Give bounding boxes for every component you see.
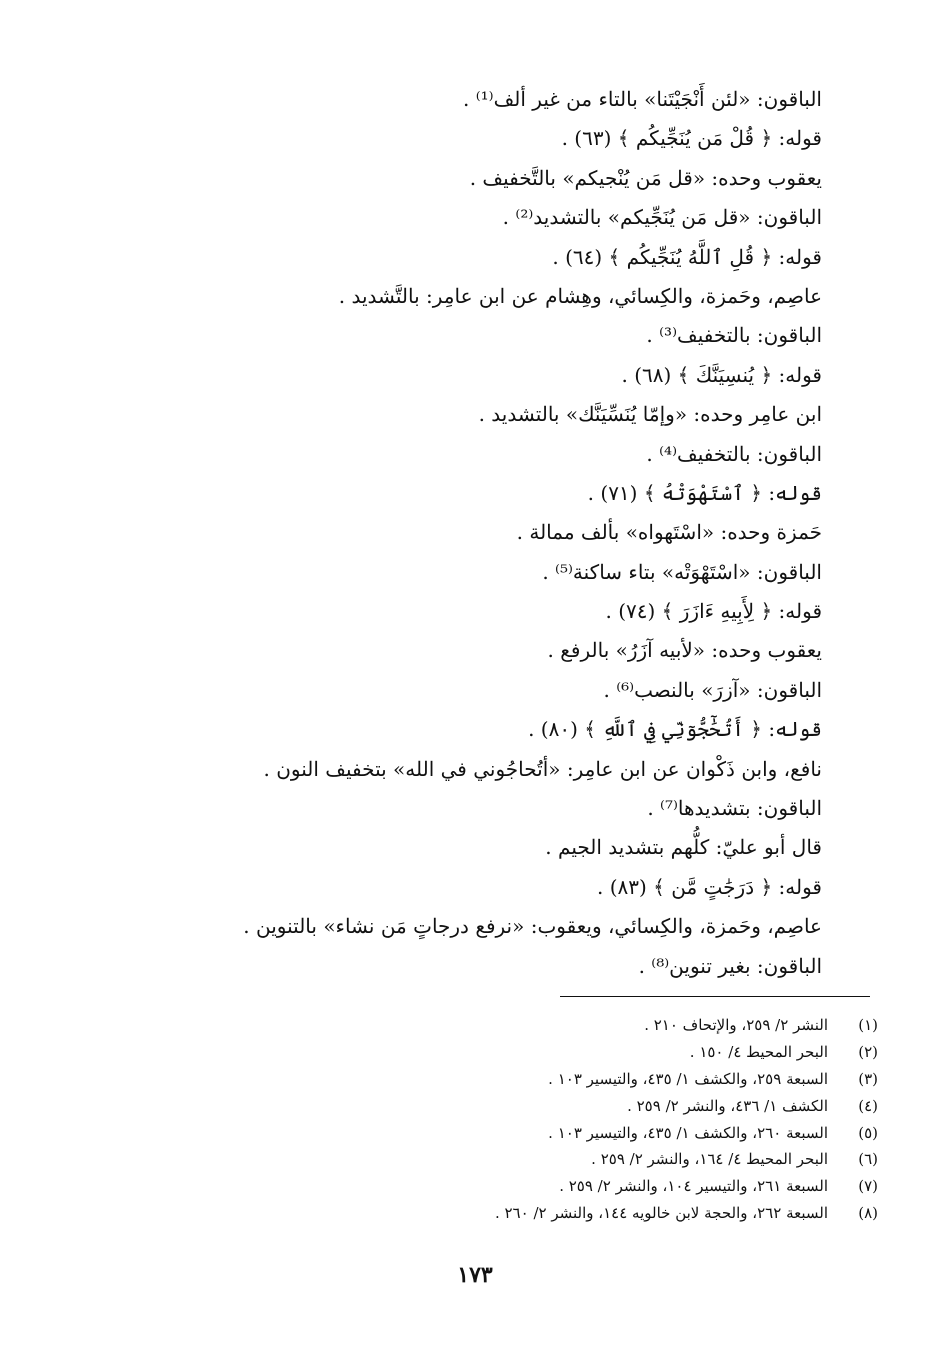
main-text (122, 80, 822, 986)
footnote-text: الكشف ١/ ٤٣٦، والنشر ٢/ ٢٥٩ . (627, 1096, 828, 1115)
footnote-number: (٣) (858, 1069, 878, 1088)
text-line: يعقوب وحده: «قل مَن يُنْجيكم» بالتَّخفيف . (469, 165, 822, 190)
footnote (78, 1066, 878, 1093)
text-line: الباقون: بالتخفيف⁽⁴⁾ . (646, 441, 822, 466)
footnote-number: (٤) (858, 1096, 878, 1115)
page-number: ١٧٣ (457, 1262, 493, 1288)
footnote-text: السبعة ٢٦١، والتيسير ١٠٤، والنشر ٢/ ٢٥٩ . (559, 1177, 828, 1196)
text-line: الباقون: «آزرَ» بالنصب⁽⁶⁾ . (603, 677, 822, 702)
text-line: قوله: ﴿ أَتُحَٰٓجُّوٓنِّي فِي ٱللَّهِ ﴾ (٨٠) . (528, 717, 822, 742)
text-line: قوله: ﴿ دَرَجَٰتٍ مَّن ﴾ (٨٣) . (597, 874, 822, 899)
text-line: قال أبو عليّ: كلُّهم بتشديد الجيم . (545, 835, 822, 860)
footnote-number: (٢) (858, 1042, 878, 1061)
text-line: الباقون: بالتخفيف⁽³⁾ . (646, 323, 822, 348)
footnote-text: السبعة ٢٥٩، والكشف ١/ ٤٣٥، والتيسير ١٠٣ . (548, 1069, 828, 1088)
footnote-text: النشر ٢/ ٢٥٩، والإتحاف ٢١٠ . (644, 1016, 828, 1034)
text-line: قوله: ﴿ ٱسْتَهْوَتْهُ ﴾ (٧١) . (587, 480, 822, 505)
text-line: حَمزة وحده: «اسْتَهواه» بألف ممالة . (516, 520, 822, 545)
footnote (78, 1120, 878, 1147)
text-line: قوله: ﴿ قُلِ ٱللَّهُ يُنَجِّيكُم ﴾ (٦٤) . (552, 244, 822, 269)
text-line: عاصِم، وحَمزة، والكِسائي، وهِشام عن ابن عامِر: بالتَّشديد . (338, 283, 822, 308)
footnote-text: البحر المحيط ٤/ ١٥٠ . (689, 1042, 828, 1061)
footnote-text: البحر المحيط ٤/ ١٦٤، والنشر ٢/ ٢٥٩ . (591, 1150, 828, 1169)
footnote (78, 1173, 878, 1200)
footnote-number: (٦) (858, 1150, 878, 1169)
text-line: الباقون: «اسْتَهْوَتْه» بتاء ساكنة⁽⁵⁾ . (542, 559, 822, 584)
footnote (78, 1012, 878, 1039)
text-line: قوله: ﴿ لِأَبِيهِ ءَازَرَ ﴾ (٧٤) . (605, 599, 822, 624)
footnote (78, 1093, 878, 1120)
text-line: عاصِم، وحَمزة، والكِسائي، ويعقوب: «نرفع درجاتٍ مَن نشاء» بالتنوين . (243, 914, 822, 939)
footnote-text: السبعة ٢٦٢، والحجة لابن خالويه ١٤٤، والنشر ٢/ ٢٦٠ . (494, 1204, 828, 1223)
footnote (78, 1039, 878, 1066)
footnote-number: (٧) (858, 1177, 878, 1196)
text-line: الباقون: بغير تنوين⁽⁸⁾ . (638, 953, 822, 978)
text-line: قوله: ﴿ قُلْ مَن يُنَجِّيكُم ﴾ (٦٣) . (561, 126, 822, 151)
text-line: يعقوب وحده: «لأبيه آزَرُ» بالرفع . (547, 638, 822, 663)
footnote (78, 1200, 878, 1227)
text-line: الباقون: «قل مَن يُنَجِّيكم» بالتشديد⁽²⁾ . (502, 205, 822, 230)
text-line: الباقون: بتشديدها⁽⁷⁾ . (647, 796, 822, 821)
text-line: قوله: ﴿ يُنسِيَنَّكَ ﴾ (٦٨) . (621, 362, 822, 387)
footnote (78, 1146, 878, 1173)
footnotes (78, 1012, 878, 1227)
footnote-number: (٨) (858, 1204, 878, 1223)
text-line: نافع، وابن ذَكْوان عن ابن عامِر: «أتُحاجُوني في الله» بتخفيف النون . (263, 756, 822, 781)
footnote-text: السبعة ٢٦٠، والكشف ١/ ٤٣٥، والتيسير ١٠٣ . (548, 1123, 828, 1142)
footnote-separator (560, 996, 870, 997)
footnote-number: (١) (858, 1016, 878, 1034)
footnote-number: (٥) (858, 1123, 878, 1142)
text-line: ابن عامِر وحده: «وإمّا يُنَسِّيَنَّك» بالتشديد . (478, 402, 822, 427)
text-line: الباقون: «لئن أَنْجَيْتَنا» بالتاء من غير ألف⁽¹⁾ . (463, 87, 822, 111)
